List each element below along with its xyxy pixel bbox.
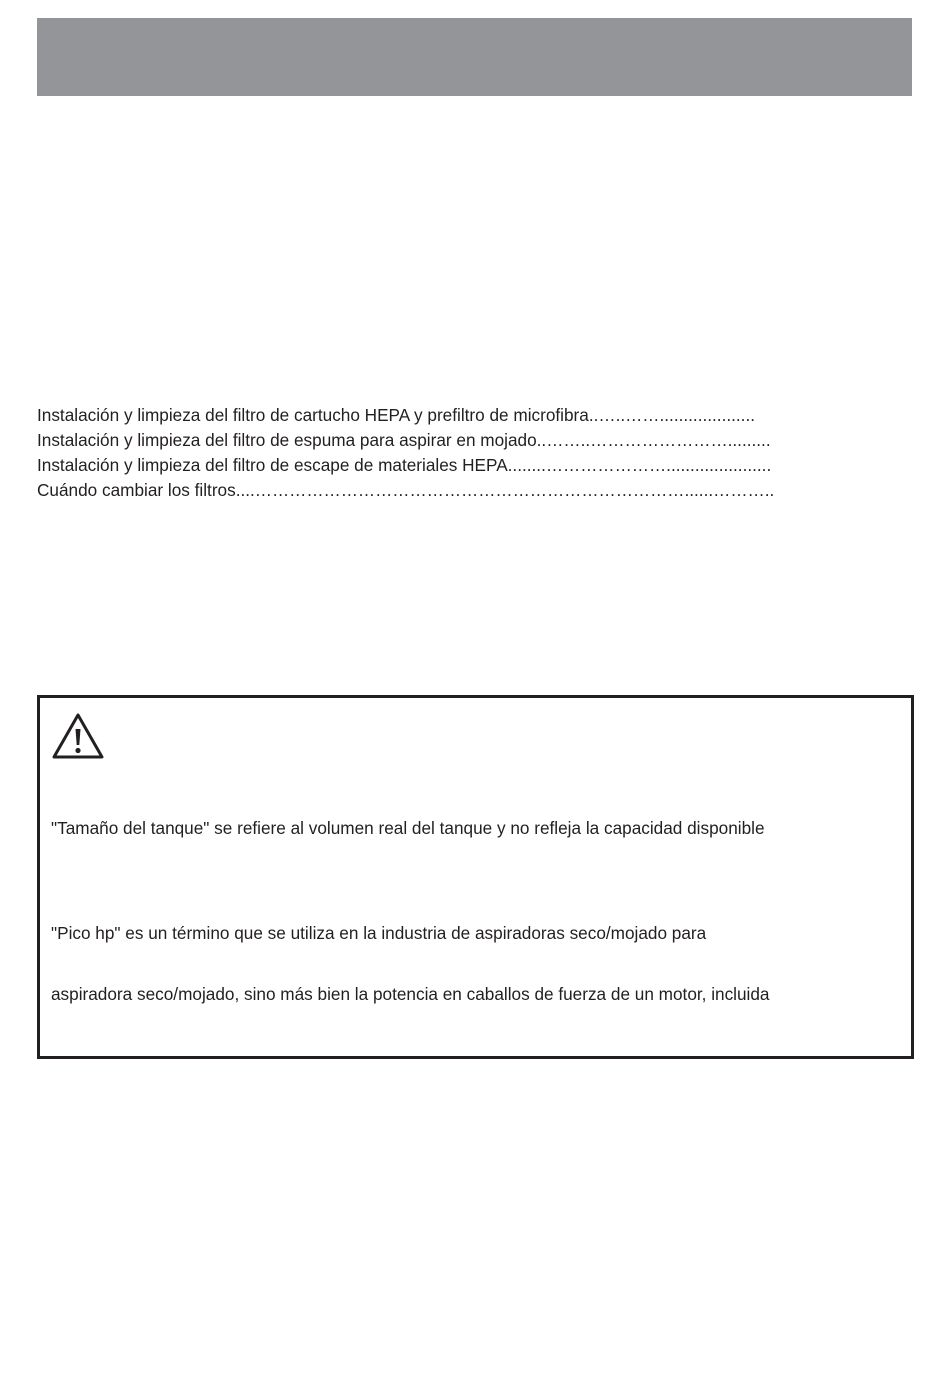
peak-hp-note: "Pico hp" es un término que se utiliza en la industria de aspiradoras seco/mojado para (51, 923, 707, 943)
tank-size-note: "Tamaño del tanque" se refiere al volumen real del tanque y no refleja la capacidad disponible (51, 818, 765, 838)
table-of-contents (37, 403, 882, 503)
toc-entry-foam-filter[interactable]: Instalación y limpieza del filtro de espuma para aspirar en mojado..……..……………………......... (37, 430, 771, 450)
peak-hp-note-continued: aspiradora seco/mojado, sino más bien la potencia en caballos de fuerza de un motor, incluida (51, 984, 770, 1004)
toc-entry-when-to-change-filters[interactable]: Cuándo cambiar los filtros....…………………………………………………………………......……….. (37, 480, 775, 500)
header-band (37, 18, 912, 96)
warning-triangle-icon (51, 712, 105, 760)
toc-entry-hepa-cartridge-filter[interactable]: Instalación y limpieza del filtro de cartucho HEPA y prefiltro de microfibra..…..…….................... (37, 405, 755, 425)
warning-box (37, 695, 914, 1059)
toc-entry-hepa-exhaust-filter[interactable]: Instalación y limpieza del filtro de escape de materiales HEPA........…………………...................... (37, 455, 772, 475)
